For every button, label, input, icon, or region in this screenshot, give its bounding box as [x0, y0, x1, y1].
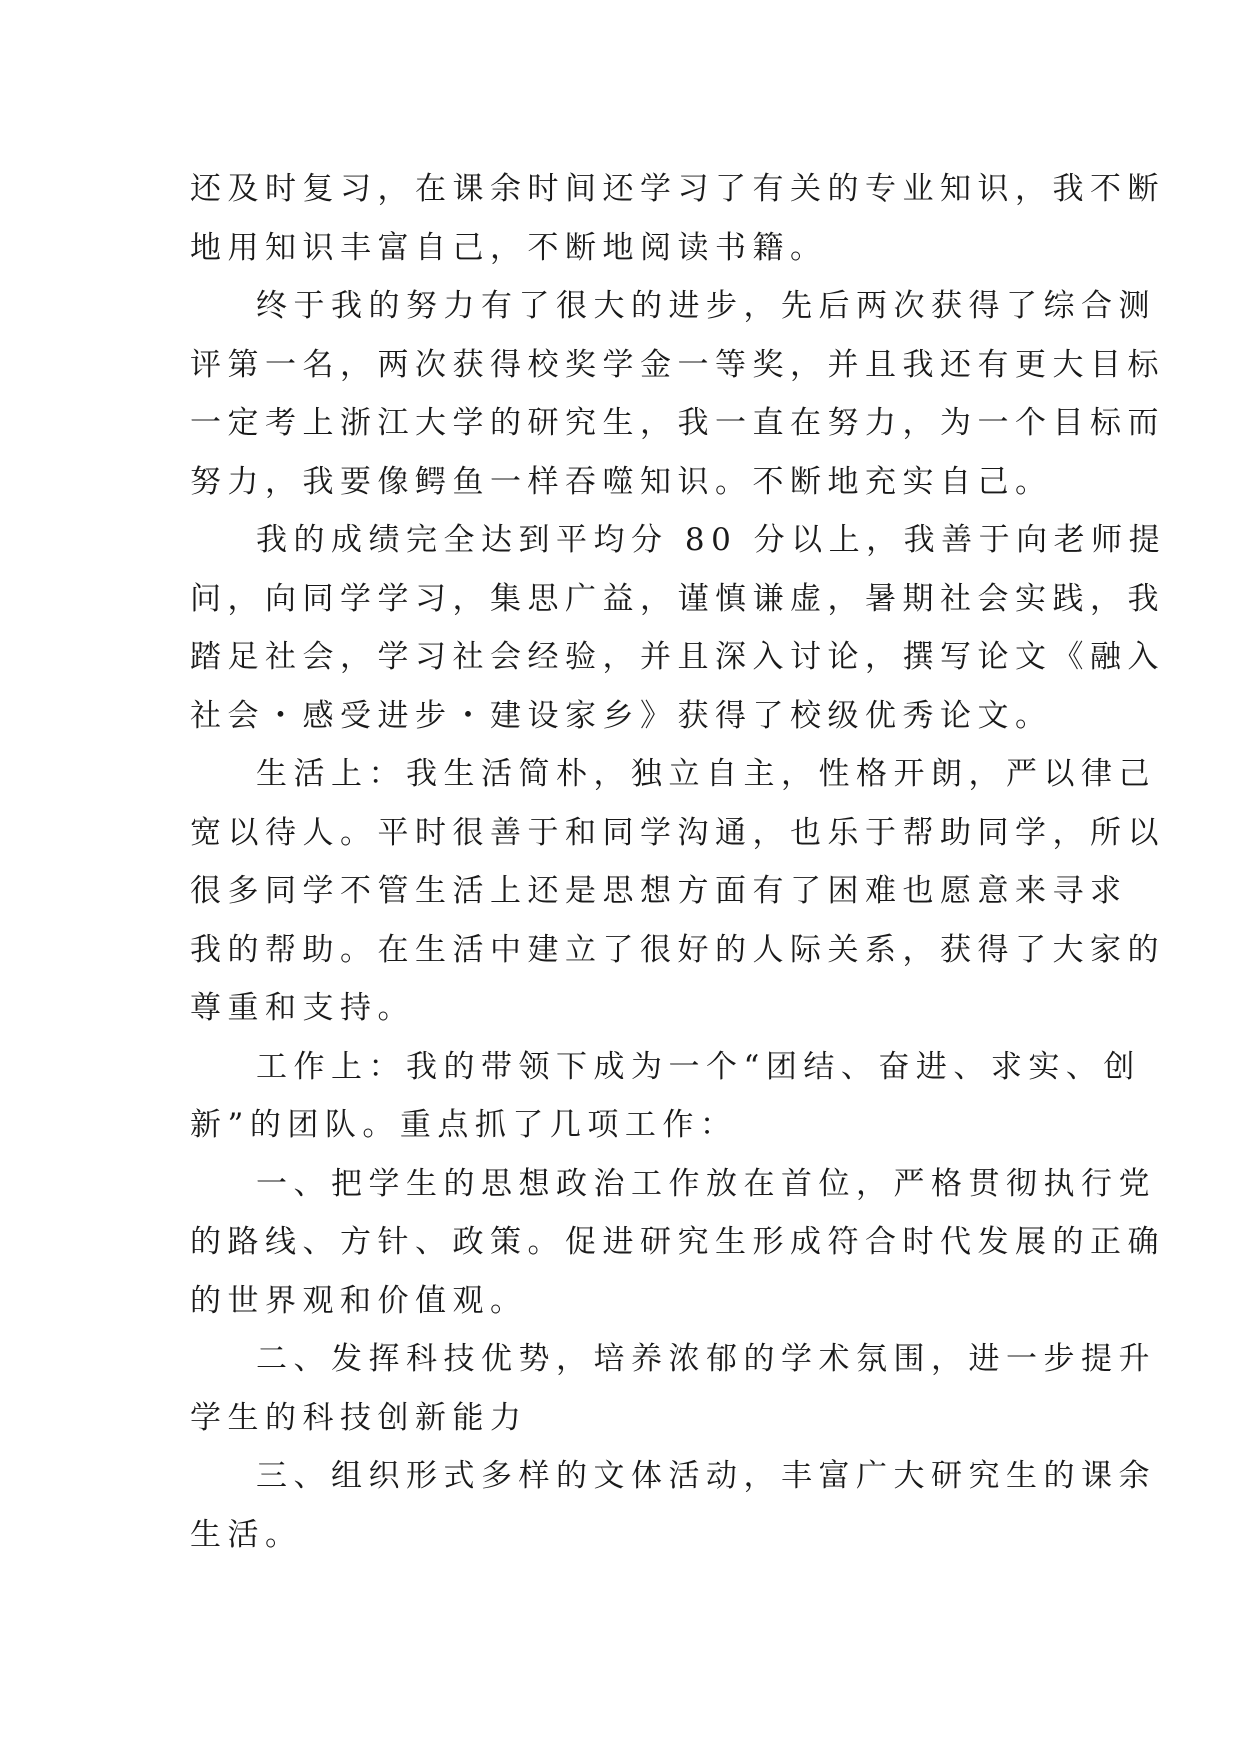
paragraph-first-line: 二、发挥科技优势，培养浓郁的学术氛围，进一步提升: [256, 1341, 1156, 1377]
text-line: 一定考上浙江大学的研究生，我一直在努力，为一个目标而: [190, 405, 1165, 441]
text-line: 问，向同学学习，集思广益，谨慎谦虚，暑期社会实践，我: [190, 580, 1165, 617]
body-text: [190, 160, 1167, 1564]
text-line: 评第一名，两次获得校奖学金一等奖，并且我还有更大目标: [190, 346, 1165, 383]
paragraph-first-line: 工作上：我的带领下成为一个“团结、奋进、求实、创: [256, 1048, 1141, 1085]
text-line: 生活。: [190, 1516, 303, 1553]
text-line: 学生的科技创新能力: [190, 1399, 528, 1436]
text-line: 踏足社会，学习社会经验，并且深入讨论，撰写论文《融入: [190, 639, 1165, 675]
paragraph-first-line: 生活上：我生活简朴，独立自主，性格开朗，严以律己: [256, 756, 1156, 792]
text-line: 我的帮助。在生活中建立了很好的人际关系，获得了大家的: [190, 931, 1165, 968]
paragraph-first-line: 三、组织形式多样的文体活动，丰富广大研究生的课余: [256, 1458, 1156, 1494]
text-line: 的世界观和价值观。: [190, 1282, 528, 1319]
text-line: 地用知识丰富自己，不断地阅读书籍。: [190, 229, 828, 266]
text-line: 社会・感受进步・建设家乡》获得了校级优秀论文。: [190, 697, 1053, 734]
paragraph-first-line: 我的成绩完全达到平均分 80 分以上，我善于向老师提: [256, 522, 1167, 558]
text-line: 尊重和支持。: [190, 990, 415, 1026]
text-line: 的路线、方针、政策。促进研究生形成符合时代发展的正确: [190, 1224, 1165, 1260]
text-line: 宽以待人。平时很善于和同学沟通，也乐于帮助同学，所以: [190, 814, 1165, 851]
paragraph-first-line: 终于我的努力有了很大的进步，先后两次获得了综合测: [256, 288, 1156, 324]
paragraph-first-line: 一、把学生的思想政治工作放在首位，严格贯彻执行党: [256, 1165, 1156, 1202]
text-line: 还及时复习，在课余时间还学习了有关的专业知识，我不断: [190, 171, 1165, 207]
text-line: 很多同学不管生活上还是思想方面有了困难也愿意来寻求: [190, 873, 1128, 909]
text-line: 努力，我要像鳄鱼一样吞噬知识。不断地充实自己。: [190, 463, 1053, 500]
text-line: 新”的团队。重点抓了几项工作：: [190, 1107, 738, 1143]
